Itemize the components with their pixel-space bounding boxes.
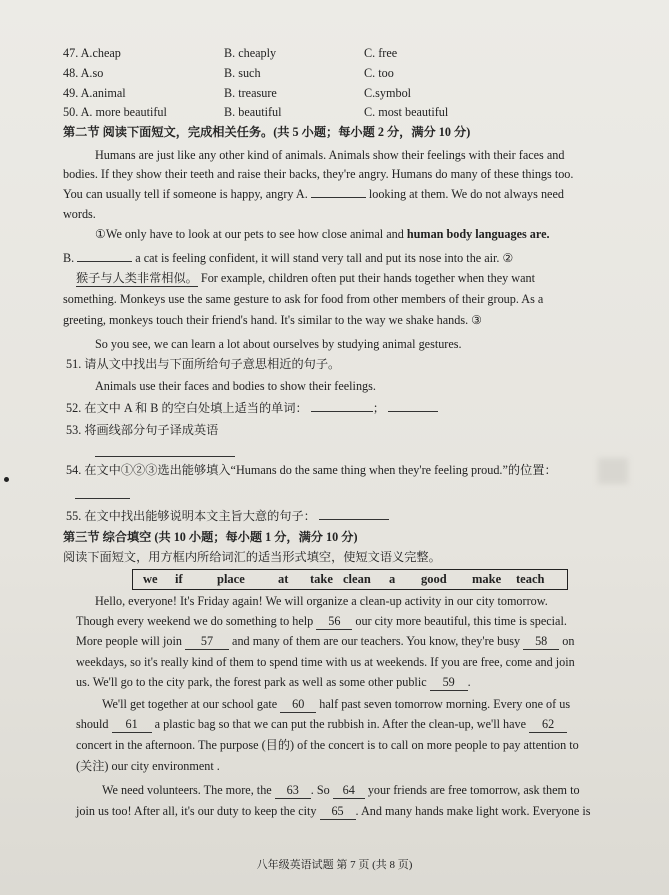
blank-64[interactable]: 64: [333, 782, 365, 799]
paragraph-line: 猴子与人类非常相似。 For example, children often put their hands together when they want: [76, 271, 535, 285]
blank-57[interactable]: 57: [185, 633, 229, 650]
paragraph-line: Humans are just like any other kind of animals. Animals show their feelings with their faces and: [95, 148, 565, 162]
passage-line: us. We'll go to the city park, the forest park as well as some other public 59 .: [76, 675, 471, 689]
word-box-item: if: [175, 572, 183, 586]
passage-line: More people will join 57 and many of them are our teachers. You know, they're busy 58 on: [76, 634, 575, 648]
passage-line: We need volunteers. The more, the 63 . So 64 your friends are free tomorrow, ask them to: [102, 783, 580, 797]
blank-a[interactable]: [311, 197, 366, 198]
blank-63[interactable]: 63: [275, 782, 311, 799]
paragraph-line: greeting, monkeys touch their friend's hand. It's similar to the way we shake hands. ③: [63, 313, 483, 327]
passage-line: weekdays, so it's really kind of them to spend time with us at weekends. If you are free, come and join: [76, 655, 575, 669]
word-box-item: a: [389, 572, 396, 586]
word-box-item: at: [278, 572, 289, 586]
answer-55-line[interactable]: [319, 519, 389, 520]
section3-heading: 第三节 综合填空 (共 10 小题；每小题 1 分，满分 10 分): [63, 530, 358, 544]
paragraph-line: ①We only have to look at our pets to see how close animal and human body languages are.: [95, 227, 550, 241]
passage-line: (关注) our city environment .: [76, 759, 220, 773]
blank-65[interactable]: 65: [320, 803, 356, 820]
page-footer: 八年级英语试题 第 7 页 (共 8 页): [256, 859, 413, 871]
question-52: 52. 在文中 A 和 B 的空白处填上适当的单词： ；: [66, 400, 669, 416]
paragraph-line: You can usually tell if someone is happy, angry A. looking at them. We do not always need: [63, 187, 564, 201]
section3-instructions: 阅读下面短文，用方框内所给词汇的适当形式填空，使短文语义完整。: [63, 550, 441, 564]
blank-62[interactable]: 62: [529, 716, 567, 733]
paragraph-line: So you see, we can learn a lot about ourselves by studying animal gestures.: [95, 337, 462, 351]
paragraph-line: something. Monkeys use the same gesture to ask for food from other members of their group. As a: [63, 292, 544, 306]
word-box-item: clean: [343, 572, 371, 586]
question-51-sentence: Animals use their faces and bodies to show their feelings.: [95, 379, 376, 393]
passage-line: concert in the afternoon. The purpose (目的) of the concert is to call on more people to pay attention to: [76, 738, 579, 752]
blank-b[interactable]: [77, 261, 132, 262]
passage-line: Hello, everyone! It's Friday again! We will organize a clean-up activity in our city tomorrow.: [95, 594, 548, 608]
paragraph-line: words.: [63, 207, 96, 221]
word-box-item: good: [421, 572, 447, 586]
blank-58[interactable]: 58: [523, 633, 559, 650]
underlined-sentence: 猴子与人类非常相似。: [76, 271, 198, 285]
word-box-item: teach: [516, 572, 545, 586]
exam-page: 47. A.cheap B. cheaply C. free 48. A.so B. such C. too 49. A.animal B. treasure C.symbol 50. A. more beautiful B. beautiful C. most beautiful 第二节 阅读下面短文，完成相关任务。(共 5 小题；每小题 2 分，满分 10 分) Humans are just like any other kind of animals. Animals show their feelings with their faces and bodies. If they show their teeth and raise their backs, they're angry. Humans do many of these things too. You can usually tell if someone is happy, angry A. looking at them. We do not always need words. ①We only have to look at our pets to see how close animal and human body languages are. B. a cat is feeling confident, it will stand very tall and put its nose into the air. ② 猴子与人类非常相似。 For example, children often put their hands together when they want something. Monkeys use the same gesture to ask for food from other members of their group. As a greeting, monkeys touch their friend's hand. It's similar to the way we shake hands. ③ So you see, we can learn a lot about ourselves by studying animal gestures. 51. 请从文中找出与下面所给句子意思相近的句子。 Animals use their faces and bodies to show their feelings. 52. 在文中 A 和 B 的空白处填上适当的单词： ； 53. 将画线部分句子译成英语 54. 在文中①②③选出能够填入“Humans do the same thing when they're feeling proud.”的位置： 55. 在文中找出能够说明本文主旨大意的句子： 第三节 综合填空 (共 10 小题；每小题 1 分，满分 10 分) 阅读下面短文，用方框内所给词汇的适当形式填空，使短文语义完整。 we if place at take clean a good make teach Hello, everyone! It's Friday again! We will organize a clean-up activity in our city tomorrow. Though every weekend we do something to help 56 our city more beautiful, this time is special. More people will join 57 and many of them are our teachers. You know, they're busy 58 on weekdays, so it's really kind of them to spend time with us at weekends. If you are free, come and join us. We'll go to the city park, the forest park as well as some other public 59 . We'll get together at our school gate 60 half past seven tomorrow morning. Every one of us should 61 a plastic bag so that we can put the rubbish in. After the clean-up, we'll have 62 concert in the afternoon. The purpose (目的) of the concert is to call on more people to pay attention to (关注) our city environment . We need volunteers. The more, the 63 . So 64 your friends are free tomorrow, ask them to join us too! After all, it's our duty to keep the city 65 . And many hands make light work. Everyone is 八年级英语试题 第 7 页 (共 8 页): [0, 0, 669, 895]
answer-52-a[interactable]: [311, 411, 373, 412]
blank-60[interactable]: 60: [280, 696, 316, 713]
blank-61[interactable]: 61: [112, 716, 152, 733]
word-box-item: make: [472, 572, 502, 586]
bullet-dot: [4, 477, 9, 482]
word-box-item: we: [143, 572, 158, 586]
passage-line: join us too! After all, it's our duty to keep the city 65 . And many hands make light work. Everyone is: [76, 804, 591, 818]
question-55: 55. 在文中找出能够说明本文主旨大意的句子：: [66, 508, 669, 524]
blank-59[interactable]: 59: [430, 674, 468, 691]
passage-line: should 61 a plastic bag so that we can put the rubbish in. After the clean-up, we'll have 62: [76, 716, 669, 733]
answer-52-b[interactable]: [388, 411, 438, 412]
passage-line: We'll get together at our school gate 60 half past seven tomorrow morning. Every one of us: [102, 697, 571, 711]
passage-line: Though every weekend we do something to help 56 our city more beautiful, this time is special.: [76, 614, 567, 628]
blank-56[interactable]: 56: [316, 613, 352, 630]
answer-53-line[interactable]: [95, 456, 235, 457]
paragraph-line: B. a cat is feeling confident, it will stand very tall and put its nose into the air. ②: [63, 251, 514, 265]
section2-heading: 第二节 阅读下面短文，完成相关任务。(共 5 小题；每小题 2 分，满分 10 分): [63, 125, 471, 139]
paragraph-line: bodies. If they show their teeth and raise their backs, they're angry. Humans do many of these things too.: [63, 167, 574, 181]
question-51: 51. 请从文中找出与下面所给句子意思相近的句子。: [66, 357, 341, 371]
answer-54-line[interactable]: [75, 498, 130, 499]
word-box-item: place: [217, 572, 245, 586]
question-54: 54. 在文中①②③选出能够填入“Humans do the same thing when they're feeling proud.”的位置：: [66, 463, 557, 477]
question-53: 53. 将画线部分句子译成英语: [66, 423, 219, 437]
word-box-item: take: [310, 572, 333, 586]
